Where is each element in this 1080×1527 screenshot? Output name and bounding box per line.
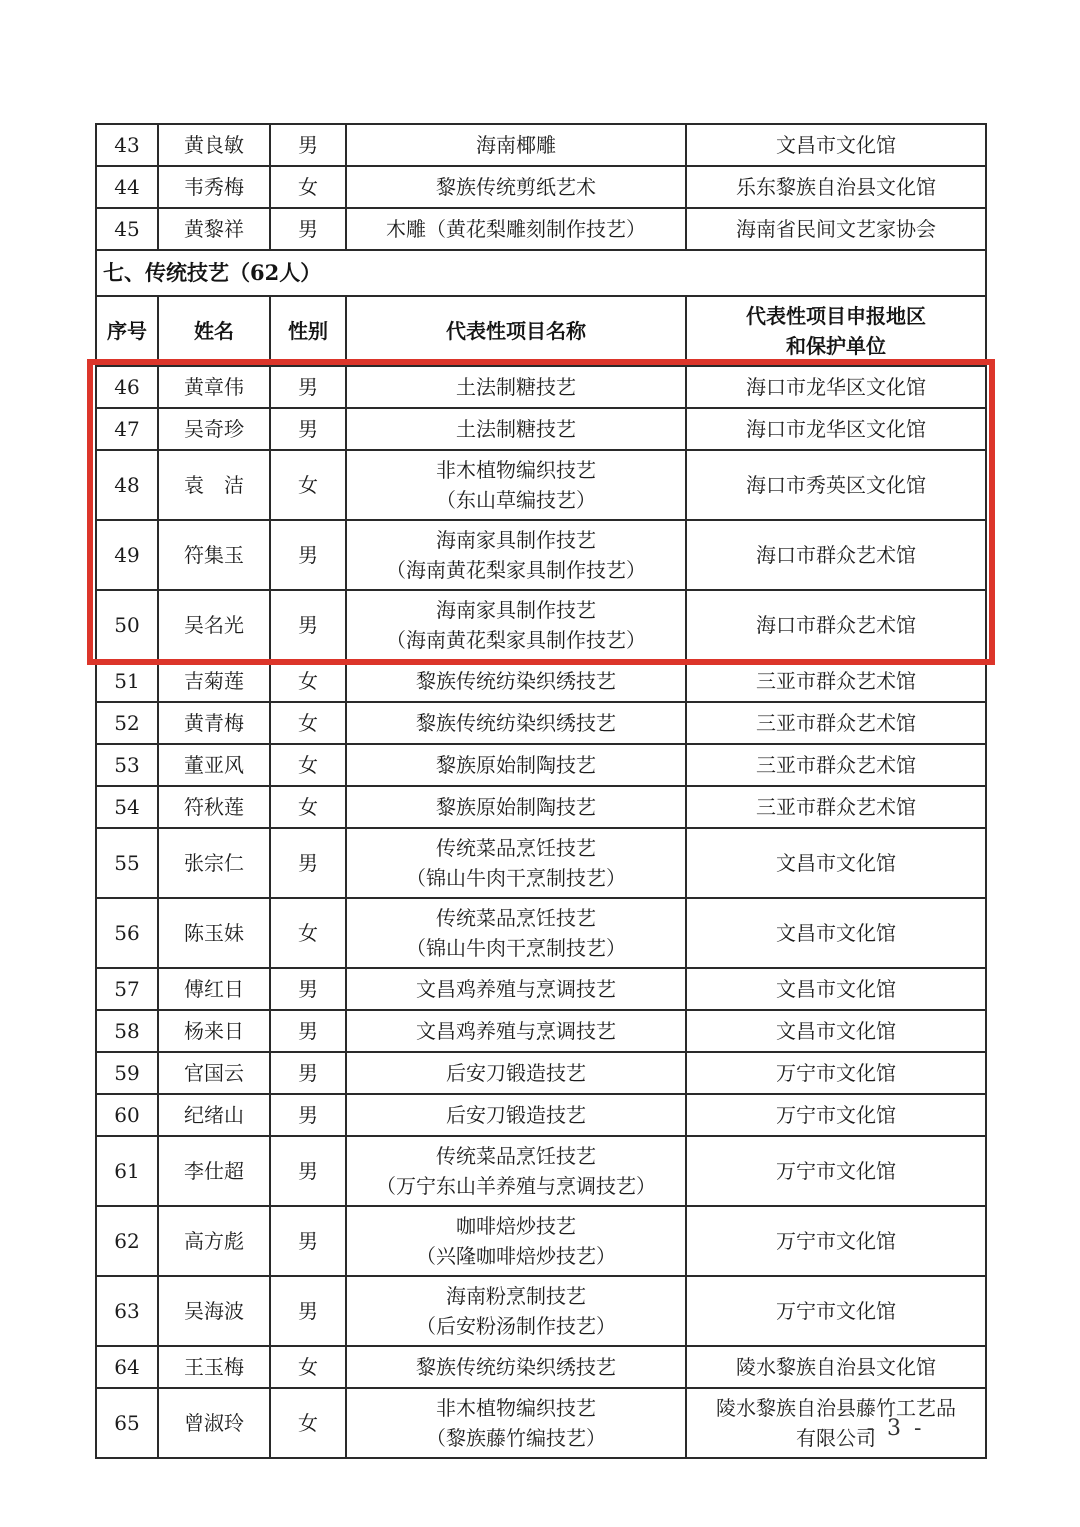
cell-unit: 三亚市群众艺术馆 bbox=[686, 702, 986, 744]
cell-name: 符集玉 bbox=[158, 520, 270, 590]
cell-unit: 万宁市文化馆 bbox=[686, 1136, 986, 1206]
cell-serial: 50 bbox=[96, 590, 158, 660]
cell-project: 黎族原始制陶技艺 bbox=[346, 744, 686, 786]
cell-unit: 万宁市文化馆 bbox=[686, 1094, 986, 1136]
cell-unit: 陵水黎族自治县文化馆 bbox=[686, 1346, 986, 1388]
cell-project: 木雕（黄花梨雕刻制作技艺） bbox=[346, 208, 686, 250]
table-row bbox=[96, 828, 986, 898]
cell-serial: 63 bbox=[96, 1276, 158, 1346]
table-row bbox=[96, 1010, 986, 1052]
table-row bbox=[96, 590, 986, 660]
table-header-row bbox=[96, 296, 986, 366]
cell-name: 王玉梅 bbox=[158, 1346, 270, 1388]
cell-gender: 女 bbox=[270, 450, 346, 520]
cell-project: 海南椰雕 bbox=[346, 124, 686, 166]
cell-name: 杨来日 bbox=[158, 1010, 270, 1052]
cell-project: 后安刀锻造技艺 bbox=[346, 1052, 686, 1094]
cell-unit: 海口市群众艺术馆 bbox=[686, 520, 986, 590]
table-body bbox=[96, 124, 986, 1458]
cell-name: 吴奇珍 bbox=[158, 408, 270, 450]
cell-name: 吉菊莲 bbox=[158, 660, 270, 702]
cell-name: 官国云 bbox=[158, 1052, 270, 1094]
cell-gender: 男 bbox=[270, 1276, 346, 1346]
table-row bbox=[96, 366, 986, 408]
page-number: - 3 - bbox=[866, 1416, 925, 1441]
cell-gender: 男 bbox=[270, 1136, 346, 1206]
table-row bbox=[96, 1206, 986, 1276]
table-row bbox=[96, 408, 986, 450]
cell-name: 纪绪山 bbox=[158, 1094, 270, 1136]
cell-serial: 56 bbox=[96, 898, 158, 968]
cell-name: 董亚风 bbox=[158, 744, 270, 786]
cell-serial: 58 bbox=[96, 1010, 158, 1052]
cell-name: 吴名光 bbox=[158, 590, 270, 660]
cell-project: 海南家具制作技艺 （海南黄花梨家具制作技艺） bbox=[346, 590, 686, 660]
cell-gender: 男 bbox=[270, 520, 346, 590]
cell-project: 黎族原始制陶技艺 bbox=[346, 786, 686, 828]
cell-name: 吴海波 bbox=[158, 1276, 270, 1346]
cell-gender: 男 bbox=[270, 590, 346, 660]
table-row bbox=[96, 744, 986, 786]
cell-unit: 文昌市文化馆 bbox=[686, 1010, 986, 1052]
table-row bbox=[96, 968, 986, 1010]
cell-serial: 59 bbox=[96, 1052, 158, 1094]
cell-unit: 文昌市文化馆 bbox=[686, 968, 986, 1010]
cell-project: 黎族传统纺染织绣技艺 bbox=[346, 660, 686, 702]
cell-gender: 女 bbox=[270, 744, 346, 786]
cell-name: 黄青梅 bbox=[158, 702, 270, 744]
table-row bbox=[96, 786, 986, 828]
cell-project: 土法制糖技艺 bbox=[346, 366, 686, 408]
cell-serial: 60 bbox=[96, 1094, 158, 1136]
cell-gender: 女 bbox=[270, 1388, 346, 1458]
section-title-row bbox=[96, 250, 986, 296]
cell-name: 袁 洁 bbox=[158, 450, 270, 520]
table-row bbox=[96, 1052, 986, 1094]
cell-unit: 文昌市文化馆 bbox=[686, 898, 986, 968]
section-title: 七、传统技艺（62人） bbox=[96, 250, 986, 296]
cell-serial: 54 bbox=[96, 786, 158, 828]
cell-gender: 女 bbox=[270, 786, 346, 828]
cell-unit: 海口市龙华区文化馆 bbox=[686, 366, 986, 408]
cell-serial: 52 bbox=[96, 702, 158, 744]
cell-name: 高方彪 bbox=[158, 1206, 270, 1276]
cell-gender: 女 bbox=[270, 166, 346, 208]
cell-gender: 男 bbox=[270, 1094, 346, 1136]
header-unit: 代表性项目申报地区 和保护单位 bbox=[686, 296, 986, 366]
cell-gender: 男 bbox=[270, 828, 346, 898]
cell-gender: 男 bbox=[270, 968, 346, 1010]
table-row bbox=[96, 660, 986, 702]
cell-gender: 女 bbox=[270, 702, 346, 744]
header-project: 代表性项目名称 bbox=[346, 296, 686, 366]
table-row bbox=[96, 450, 986, 520]
header-serial: 序号 bbox=[96, 296, 158, 366]
cell-name: 曾淑玲 bbox=[158, 1388, 270, 1458]
cell-project: 海南家具制作技艺 （海南黄花梨家具制作技艺） bbox=[346, 520, 686, 590]
table-row bbox=[96, 166, 986, 208]
cell-serial: 51 bbox=[96, 660, 158, 702]
cell-project: 咖啡焙炒技艺 （兴隆咖啡焙炒技艺） bbox=[346, 1206, 686, 1276]
header-name: 姓名 bbox=[158, 296, 270, 366]
cell-serial: 48 bbox=[96, 450, 158, 520]
cell-project: 海南粉烹制技艺 （后安粉汤制作技艺） bbox=[346, 1276, 686, 1346]
cell-serial: 49 bbox=[96, 520, 158, 590]
cell-name: 韦秀梅 bbox=[158, 166, 270, 208]
cell-unit: 海口市群众艺术馆 bbox=[686, 590, 986, 660]
cell-serial: 44 bbox=[96, 166, 158, 208]
cell-gender: 男 bbox=[270, 1206, 346, 1276]
cell-name: 黄章伟 bbox=[158, 366, 270, 408]
cell-project: 黎族传统纺染织绣技艺 bbox=[346, 1346, 686, 1388]
cell-serial: 43 bbox=[96, 124, 158, 166]
table-row bbox=[96, 124, 986, 166]
cell-project: 传统菜品烹饪技艺 （万宁东山羊养殖与烹调技艺） bbox=[346, 1136, 686, 1206]
cell-unit: 万宁市文化馆 bbox=[686, 1276, 986, 1346]
cell-project: 黎族传统纺染织绣技艺 bbox=[346, 702, 686, 744]
cell-name: 黄黎祥 bbox=[158, 208, 270, 250]
cell-serial: 47 bbox=[96, 408, 158, 450]
cell-serial: 53 bbox=[96, 744, 158, 786]
cell-gender: 男 bbox=[270, 1010, 346, 1052]
cell-serial: 61 bbox=[96, 1136, 158, 1206]
cell-unit: 万宁市文化馆 bbox=[686, 1052, 986, 1094]
table-row bbox=[96, 1136, 986, 1206]
table-row bbox=[96, 898, 986, 968]
cell-unit: 三亚市群众艺术馆 bbox=[686, 744, 986, 786]
cell-gender: 男 bbox=[270, 1052, 346, 1094]
table-row bbox=[96, 1346, 986, 1388]
cell-project: 文昌鸡养殖与烹调技艺 bbox=[346, 1010, 686, 1052]
cell-gender: 女 bbox=[270, 1346, 346, 1388]
cell-serial: 46 bbox=[96, 366, 158, 408]
cell-gender: 女 bbox=[270, 660, 346, 702]
cell-serial: 57 bbox=[96, 968, 158, 1010]
cell-serial: 64 bbox=[96, 1346, 158, 1388]
cell-unit: 乐东黎族自治县文化馆 bbox=[686, 166, 986, 208]
cell-project: 传统菜品烹饪技艺 （锦山牛肉干烹制技艺） bbox=[346, 898, 686, 968]
cell-name: 陈玉妹 bbox=[158, 898, 270, 968]
cell-project: 土法制糖技艺 bbox=[346, 408, 686, 450]
cell-project: 后安刀锻造技艺 bbox=[346, 1094, 686, 1136]
table-row bbox=[96, 1094, 986, 1136]
cell-name: 傅红日 bbox=[158, 968, 270, 1010]
cell-unit: 文昌市文化馆 bbox=[686, 828, 986, 898]
header-gender: 性别 bbox=[270, 296, 346, 366]
cell-serial: 45 bbox=[96, 208, 158, 250]
inheritors-table bbox=[95, 123, 987, 1459]
cell-unit: 陵水黎族自治县藤竹工艺品 有限公司 bbox=[686, 1388, 986, 1458]
cell-unit: 文昌市文化馆 bbox=[686, 124, 986, 166]
table-row bbox=[96, 1276, 986, 1346]
table-row bbox=[96, 520, 986, 590]
cell-serial: 55 bbox=[96, 828, 158, 898]
cell-unit: 海口市秀英区文化馆 bbox=[686, 450, 986, 520]
cell-project: 文昌鸡养殖与烹调技艺 bbox=[346, 968, 686, 1010]
cell-unit: 三亚市群众艺术馆 bbox=[686, 660, 986, 702]
cell-name: 李仕超 bbox=[158, 1136, 270, 1206]
cell-gender: 男 bbox=[270, 366, 346, 408]
cell-project: 非木植物编织技艺 （黎族藤竹编技艺） bbox=[346, 1388, 686, 1458]
cell-name: 张宗仁 bbox=[158, 828, 270, 898]
cell-project: 非木植物编织技艺 （东山草编技艺） bbox=[346, 450, 686, 520]
cell-name: 符秋莲 bbox=[158, 786, 270, 828]
cell-gender: 男 bbox=[270, 124, 346, 166]
table-row bbox=[96, 208, 986, 250]
cell-project: 黎族传统剪纸艺术 bbox=[346, 166, 686, 208]
cell-unit: 海口市龙华区文化馆 bbox=[686, 408, 986, 450]
cell-unit: 万宁市文化馆 bbox=[686, 1206, 986, 1276]
cell-gender: 男 bbox=[270, 408, 346, 450]
cell-name: 黄良敏 bbox=[158, 124, 270, 166]
cell-gender: 女 bbox=[270, 898, 346, 968]
cell-serial: 62 bbox=[96, 1206, 158, 1276]
cell-serial: 65 bbox=[96, 1388, 158, 1458]
cell-project: 传统菜品烹饪技艺 （锦山牛肉干烹制技艺） bbox=[346, 828, 686, 898]
cell-unit: 海南省民间文艺家协会 bbox=[686, 208, 986, 250]
cell-unit: 三亚市群众艺术馆 bbox=[686, 786, 986, 828]
cell-gender: 男 bbox=[270, 208, 346, 250]
table-row bbox=[96, 702, 986, 744]
